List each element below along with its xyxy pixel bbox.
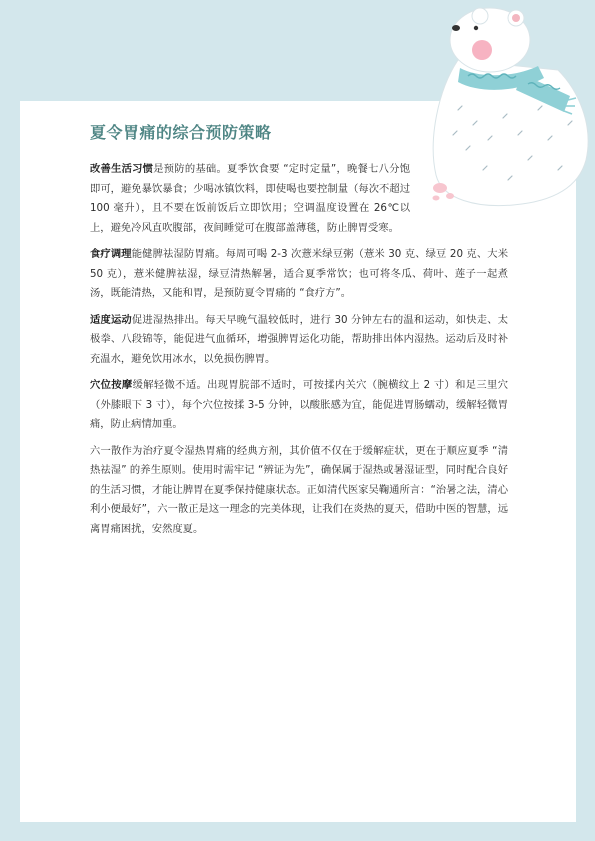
section-diet xyxy=(90,245,508,304)
page-title: 夏令胃痛的综合预防策略 xyxy=(90,123,272,142)
section-heading: 穴位按摩 xyxy=(90,379,133,391)
section-text: 促进湿热排出。每天早晚气温较低时，进行 30 分钟左右的温和运动，如快走、太极拳、八段锦等，能促进气血循环，增强脾胃运化功能，帮助排出体内湿热。运动后及时补充温水，避免饮用冰水，以免损伤脾胃。 xyxy=(90,313,509,365)
section-lifestyle xyxy=(90,160,410,238)
section-heading: 适度运动 xyxy=(90,313,132,326)
section-text: 缓解轻微不适。出现胃脘部不适时，可按揉内关穴（腕横纹上 2 寸）和足三里穴（外膝眼下 3 寸），每个穴位按揉 3-5 分钟，以酸胀感为宜，能促进胃肠蠕动，缓解轻微胃痛，防止病情加重。 xyxy=(90,379,508,430)
section-heading: 改善生活习惯 xyxy=(90,163,154,175)
section-heading: 食疗调理 xyxy=(90,248,132,260)
section-exercise xyxy=(90,311,508,370)
article xyxy=(90,120,508,546)
section-acupressure xyxy=(90,376,508,435)
section-text: 是预防的基础。夏季饮食要 “定时定量”，晚餐七八分饱即可，避免暴饮暴食；少喝冰镇饮料，即使喝也要控制量（每次不超过 100 毫升），且不要在饭前饭后立即饮用；空调温度设置在 26℃以上，避免冷风直吹腹部，夜间睡觉可在腹部盖薄毯，防止脾胃受寒。 xyxy=(90,163,411,234)
conclusion-paragraph: 六一散作为治疗夏令湿热胃痛的经典方剂，其价值不仅在于缓解症状，更在于顺应夏季 “清热祛湿” 的养生原则。使用时需牢记 “辨证为先”，确保属于湿热或暑湿证型，同时配合良好的生活习惯，才能让脾胃在夏季保持健康状态。正如清代医家吴鞠通所言：“治暑之法，清心利小便最好”，六一散正是这一理念的完美体现，让我们在炎热的夏天，借助中医的智慧，远离胃痛困扰，安然度夏。 xyxy=(90,444,508,535)
section-text: 能健脾祛湿防胃痛。每周可喝 2-3 次薏米绿豆粥（薏米 30 克、绿豆 20 克、大米 50 克），薏米健脾祛湿，绿豆清热解暑，适合夏季常饮；也可将冬瓜、荷叶、莲子一起煮汤，既能清热，又能和胃，是预防夏令胃痛的 “食疗方”。 xyxy=(90,248,508,299)
